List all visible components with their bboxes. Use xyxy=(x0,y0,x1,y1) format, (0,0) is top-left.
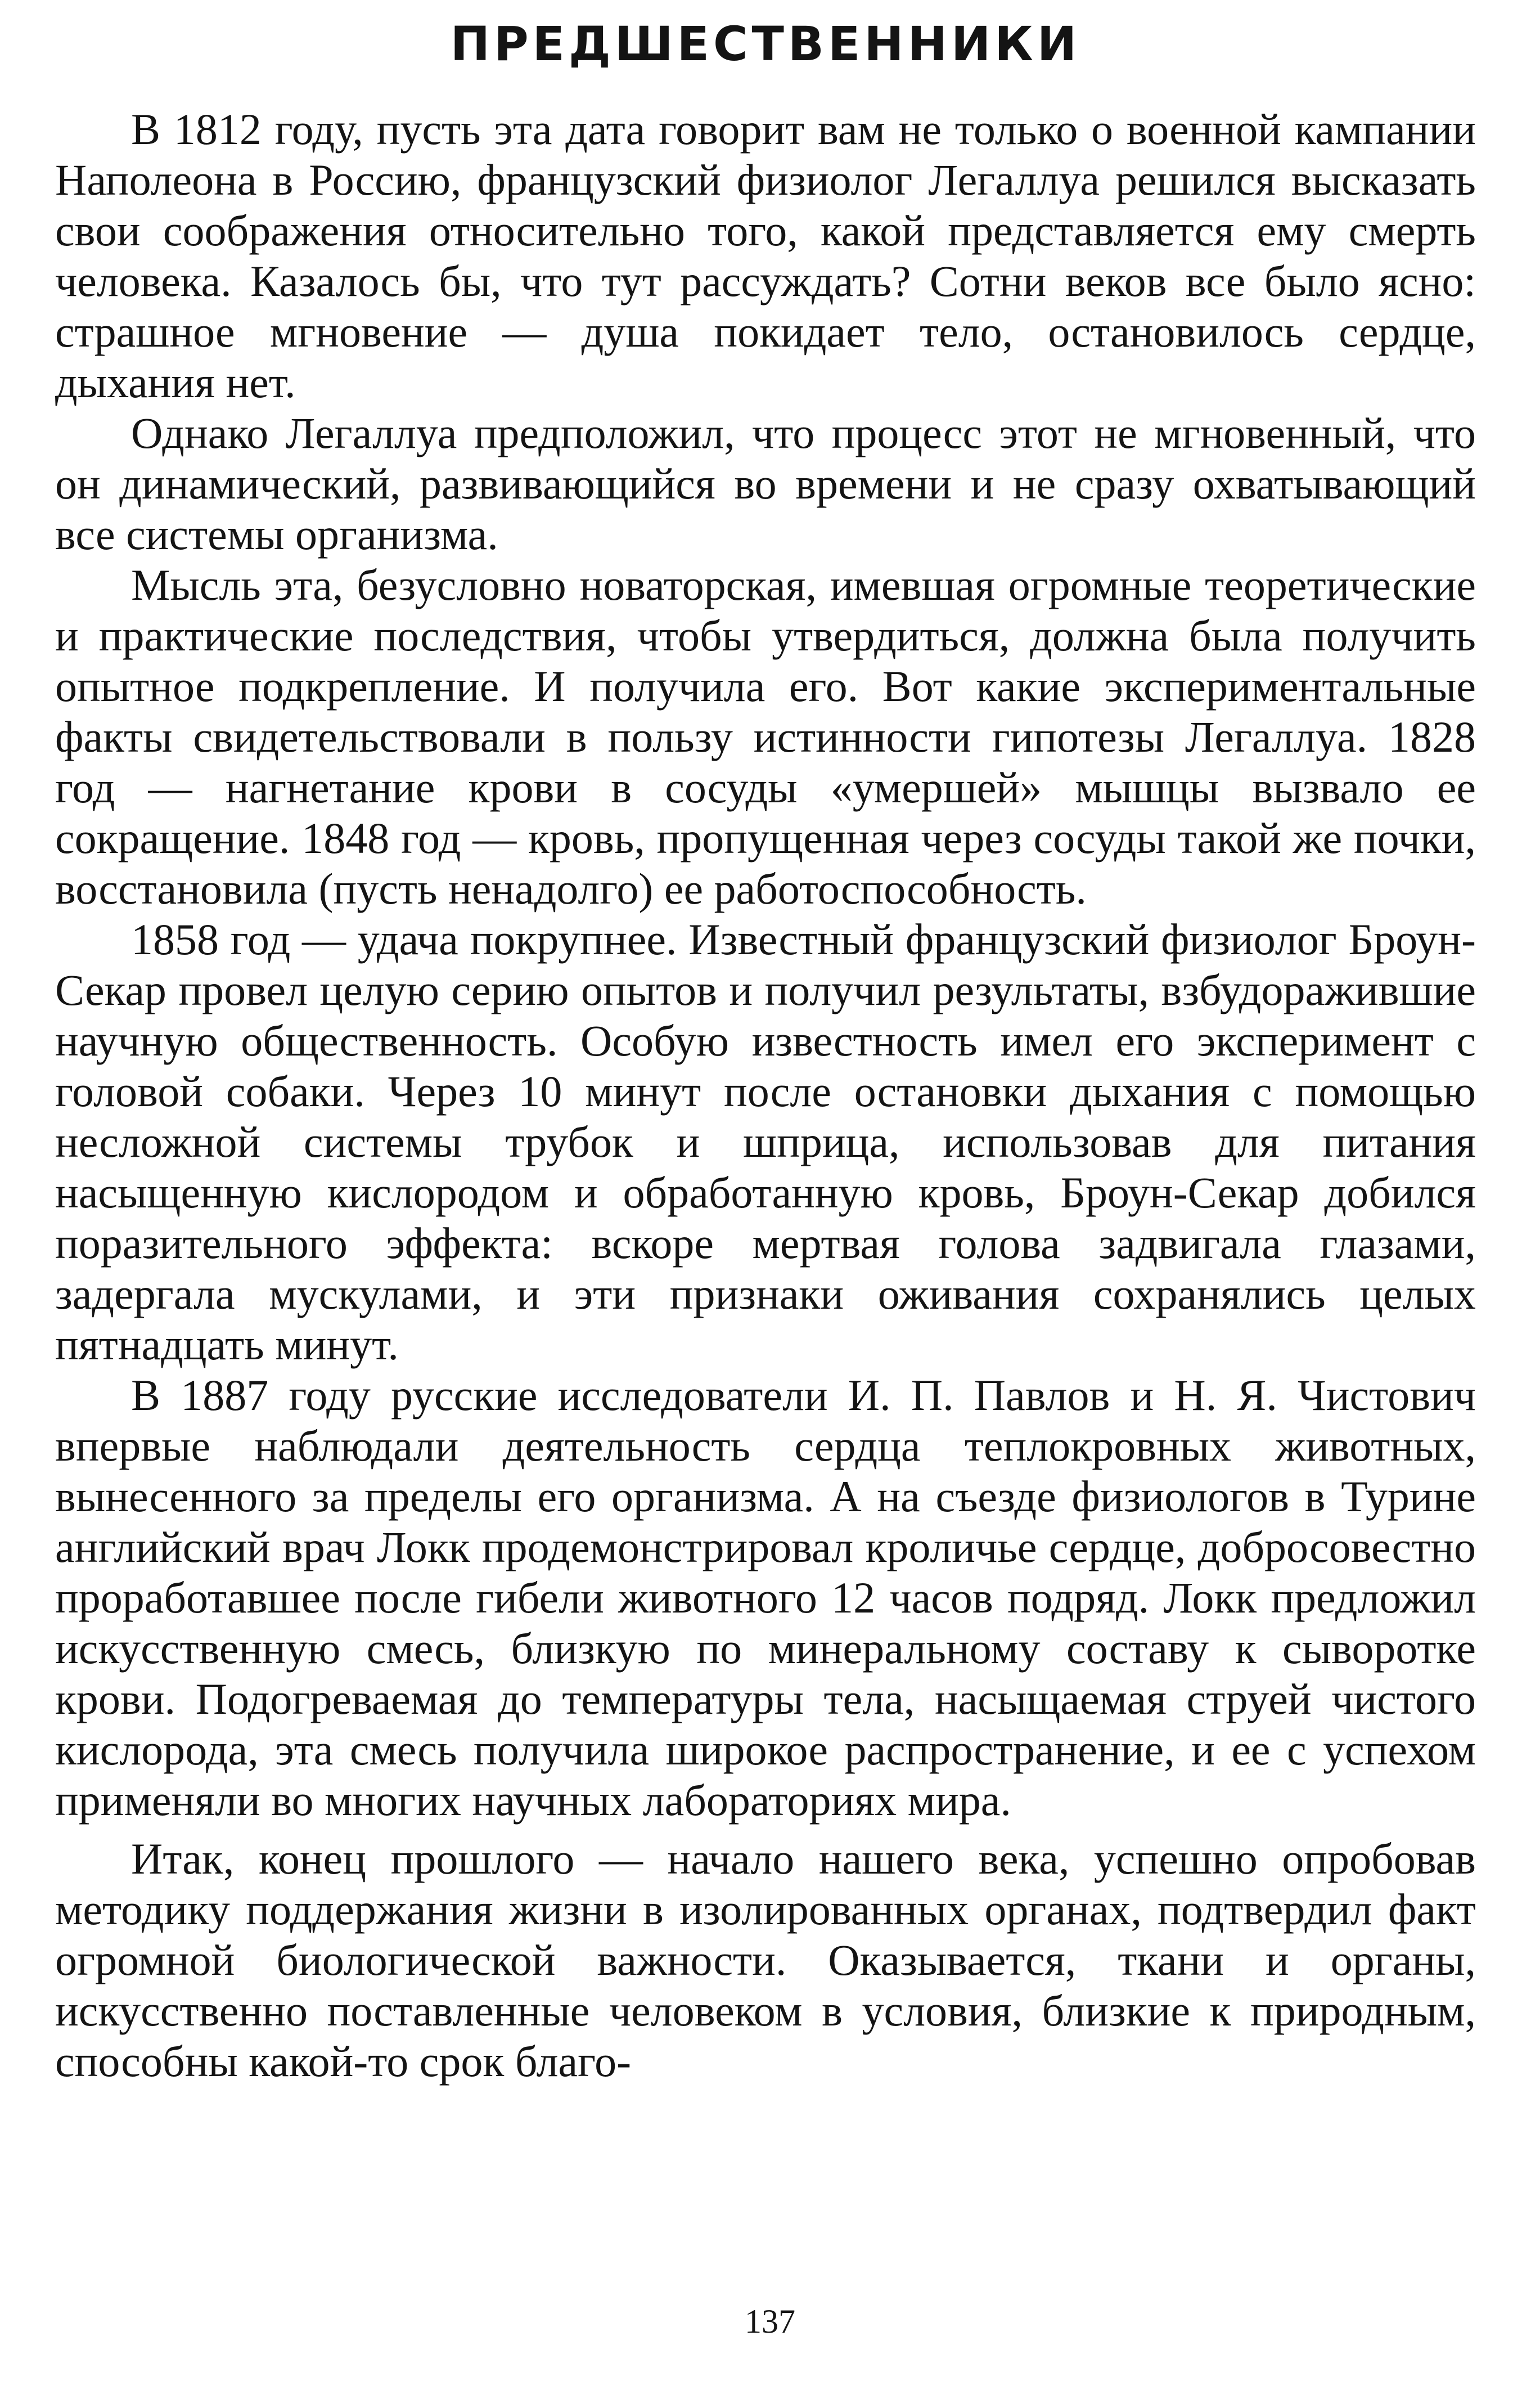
page-number: 137 xyxy=(745,2303,795,2340)
paragraph-experimental-facts: Мысль эта, безусловно новаторская, имевшая огромные теоретические и практические последствия, чтобы утвердиться, должна была получить опытное подкрепление. И получила его. Вот какие экспериментальные факты свидетельствовали в пользу истинности гипотезы Легаллуа. 1828 год — нагнетание крови в сосуды «умершей» мышцы вызвало ее сокращение. 1848 год — кровь, пропущенная через сосуды такой же почки, восстановила (пусть ненадолго) ее работоспособность. xyxy=(55,560,1476,913)
paragraph-1887-pavlov-locke: В 1887 году русские исследователи И. П. Павлов и Н. Я. Чистович впервые наблюдали деятельность сердца теплокровных животных, вынесенного за пределы его организма. А на съезде физиологов в Турине английский врач Локк продемонстрировал кроличье сердце, добросовестно проработавшее после гибели животного 12 часов подряд. Локк предложил искусственную смесь, близкую по минеральному составу к сыворотке крови. Подогреваемая до температуры тела, насыщаемая струей чистого кислорода, эта смесь получила широкое распространение, и ее с успехом применяли во многих научных лабораториях мира. xyxy=(55,1370,1476,1825)
chapter-title: ПРЕДШЕСТВЕННИКИ xyxy=(450,16,1081,71)
paragraph-process-dynamic: Однако Легаллуа предположил, что процесс этот не мгновенный, что он динамический, развивающийся во времени и не сразу охватывающий все системы организма. xyxy=(55,408,1476,559)
book-page xyxy=(55,17,1476,2380)
paragraph-1858-brown-sequard: 1858 год — удача покрупнее. Известный французский физиолог Броун-Секар провел целую серию опытов и получил результаты, взбудоражившие научную общественность. Особую известность имел его эксперимент с головой собаки. Через 10 минут после остановки дыхания с помощью несложной системы трубок и шприца, использовав для питания насыщенную кислородом и обработанную кровь, Броун-Секар добился поразительного эффекта: вскоре мертвая голова задвигала глазами, задергала мускулами, и эти признаки оживания сохранялись целых пятнадцать минут. xyxy=(55,914,1476,1369)
paragraph-1812-legallois: В 1812 году, пусть эта дата говорит вам не только о военной кампании Наполеона в Россию, французский физиолог Легаллуа решился высказать свои соображения относительно того, какой представляется ему смерть человека. Казалось бы, что тут рассуждать? Сотни веков все было ясно: страшное мгновение — душа покидает тело, остановилось сердце, дыхания нет. xyxy=(55,104,1476,407)
chapter-body xyxy=(55,104,1476,2087)
paragraph-conclusion: Итак, конец прошлого — начало нашего века, успешно опробовав методику поддержания жизни в изолированных органах, подтвердил факт огромной биологической важности. Оказывается, ткани и органы, искусственно поставленные человеком в условия, близкие к природным, способны какой-то срок благо- xyxy=(55,1834,1476,2086)
